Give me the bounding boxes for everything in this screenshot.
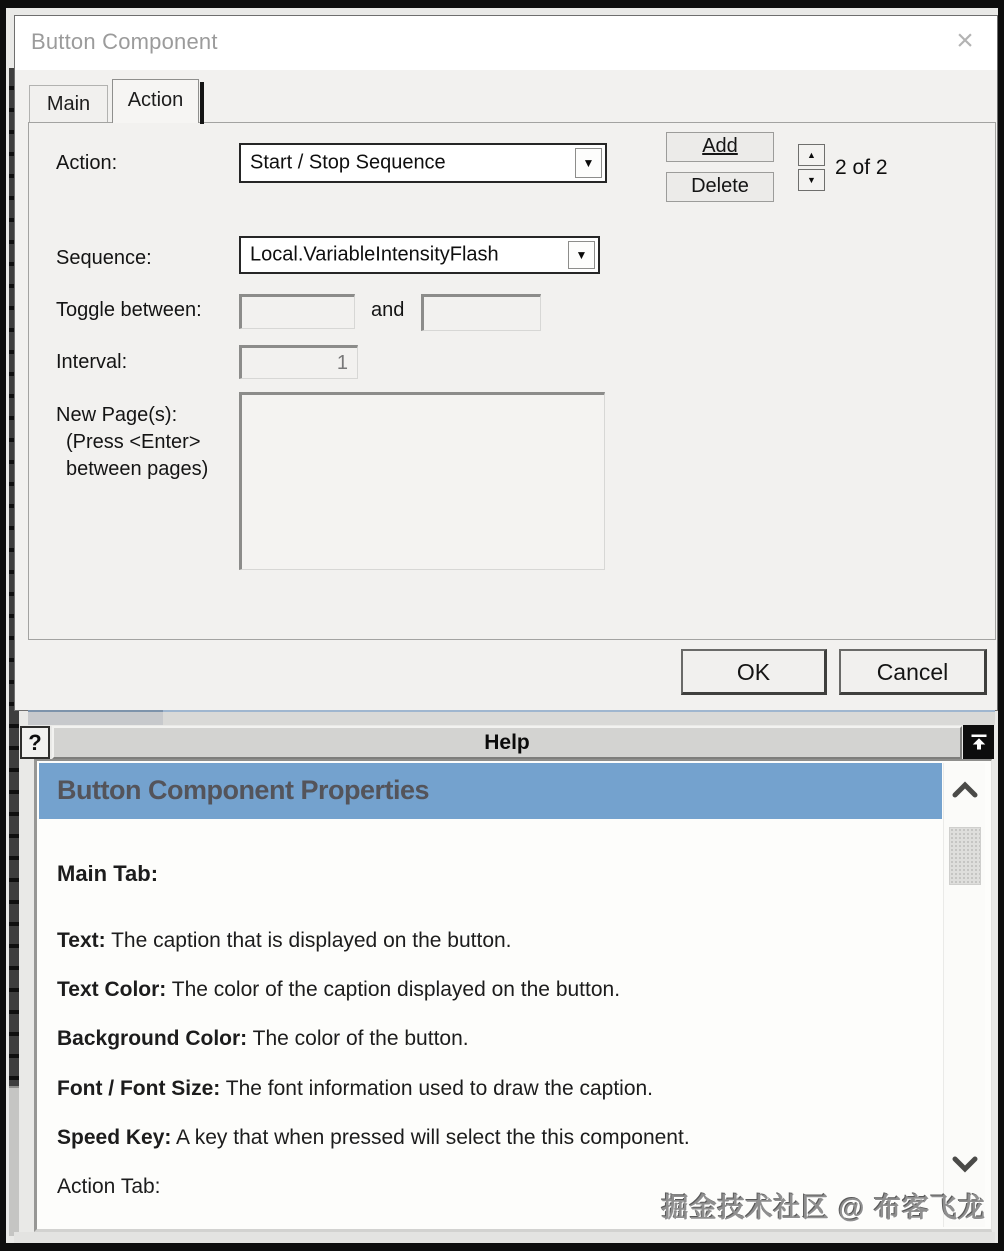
tab-action[interactable]: Action [112,79,199,123]
help-scrollbar[interactable] [943,763,985,1227]
help-line-term: Text: [57,929,106,952]
toggle-and-label: and [371,299,405,321]
help-line-desc: The color of the button. [247,1027,469,1050]
sequence-label: Sequence: [56,247,152,269]
help-titlebar[interactable]: Help [52,726,962,759]
pager-count: 2 of 2 [835,156,888,179]
new-pages-label-line2: (Press <Enter> [66,431,201,453]
toggle-between-label: Toggle between: [56,299,202,321]
spinner-down-button[interactable] [798,169,825,191]
chevron-down-icon: ▼ [575,248,588,262]
sequence-dropdown-button[interactable] [568,241,595,269]
delete-button[interactable] [666,172,774,202]
help-line-action-tab [57,1175,161,1199]
action-dropdown-value: Start / Stop Sequence [250,151,446,174]
new-pages-label-line3: between pages) [66,458,209,480]
help-line-term: Main Tab: [57,861,159,886]
arrow-to-top-icon [969,732,989,752]
help-line-desc: The font information used to draw the caption. [220,1077,654,1100]
new-pages-textarea[interactable] [239,392,605,570]
help-line-desc: The caption that is displayed on the button. [105,929,512,952]
help-line-term: Background Color: [57,1027,248,1050]
help-content-area [34,759,992,1232]
help-line-speed-key [57,1126,690,1150]
scroll-to-top-button[interactable] [963,725,994,759]
action-dropdown[interactable] [239,143,607,183]
help-line-font-size [57,1077,653,1101]
help-line-background-color [57,1027,469,1051]
help-line-term: Font / Font Size: [57,1077,221,1100]
help-line-text-color [57,978,620,1002]
help-line-desc: Action Tab: [57,1175,161,1198]
add-button-label: Add [702,135,738,157]
help-line-text [57,929,512,953]
background-ruler-tail [9,1086,19,1236]
interval-value: 1 [336,352,348,374]
cancel-button[interactable]: Cancel [839,649,987,695]
help-line-term: Speed Key: [57,1126,172,1149]
help-line-term: Text Color: [57,978,167,1001]
help-line-desc: The color of the caption displayed on the button. [166,978,621,1001]
dialog-title: Button Component [31,29,218,54]
delete-button-label: Delete [691,175,749,197]
tab-divider [200,82,204,124]
help-scrollbar-thumb[interactable] [949,827,981,885]
scroll-down-icon[interactable] [951,1155,979,1173]
ok-button[interactable]: OK [681,649,827,695]
help-question-button[interactable]: ? [20,726,50,759]
interval-label: Interval: [56,351,128,373]
action-label: Action: [56,152,118,174]
background-scrollbar-thumb [28,710,163,725]
help-topic-header [39,763,942,819]
spinner-down-icon: ▼ [807,174,816,185]
action-dropdown-button[interactable] [575,148,602,178]
new-pages-label-line1: New Page(s): [56,404,178,426]
scroll-up-icon[interactable] [951,781,979,799]
chevron-down-icon: ▼ [582,156,595,170]
help-topic-title: Button Component Properties [57,775,429,805]
dialog-titlebar [15,16,997,70]
tab-main[interactable]: Main [29,85,108,123]
button-component-dialog [14,15,998,711]
background-scrollbar-strip [28,710,995,725]
toggle-input-2[interactable] [421,294,541,331]
help-bottom-strip [14,1232,995,1243]
add-button[interactable] [666,132,774,162]
interval-input[interactable] [239,345,358,379]
help-line-main-tab [57,861,158,887]
spinner-up-icon: ▲ [807,149,816,160]
close-icon[interactable]: × [956,24,974,57]
sequence-dropdown[interactable] [239,236,600,274]
toggle-input-1[interactable] [239,294,355,329]
watermark-text: 掘金技术社区 @ 布客飞龙 [661,1193,986,1223]
help-line-desc: A key that when pressed will select the this component. [171,1126,690,1149]
sequence-dropdown-value: Local.VariableIntensityFlash [250,243,499,266]
new-pages-label [56,402,208,483]
spinner-up-button[interactable] [798,144,825,166]
